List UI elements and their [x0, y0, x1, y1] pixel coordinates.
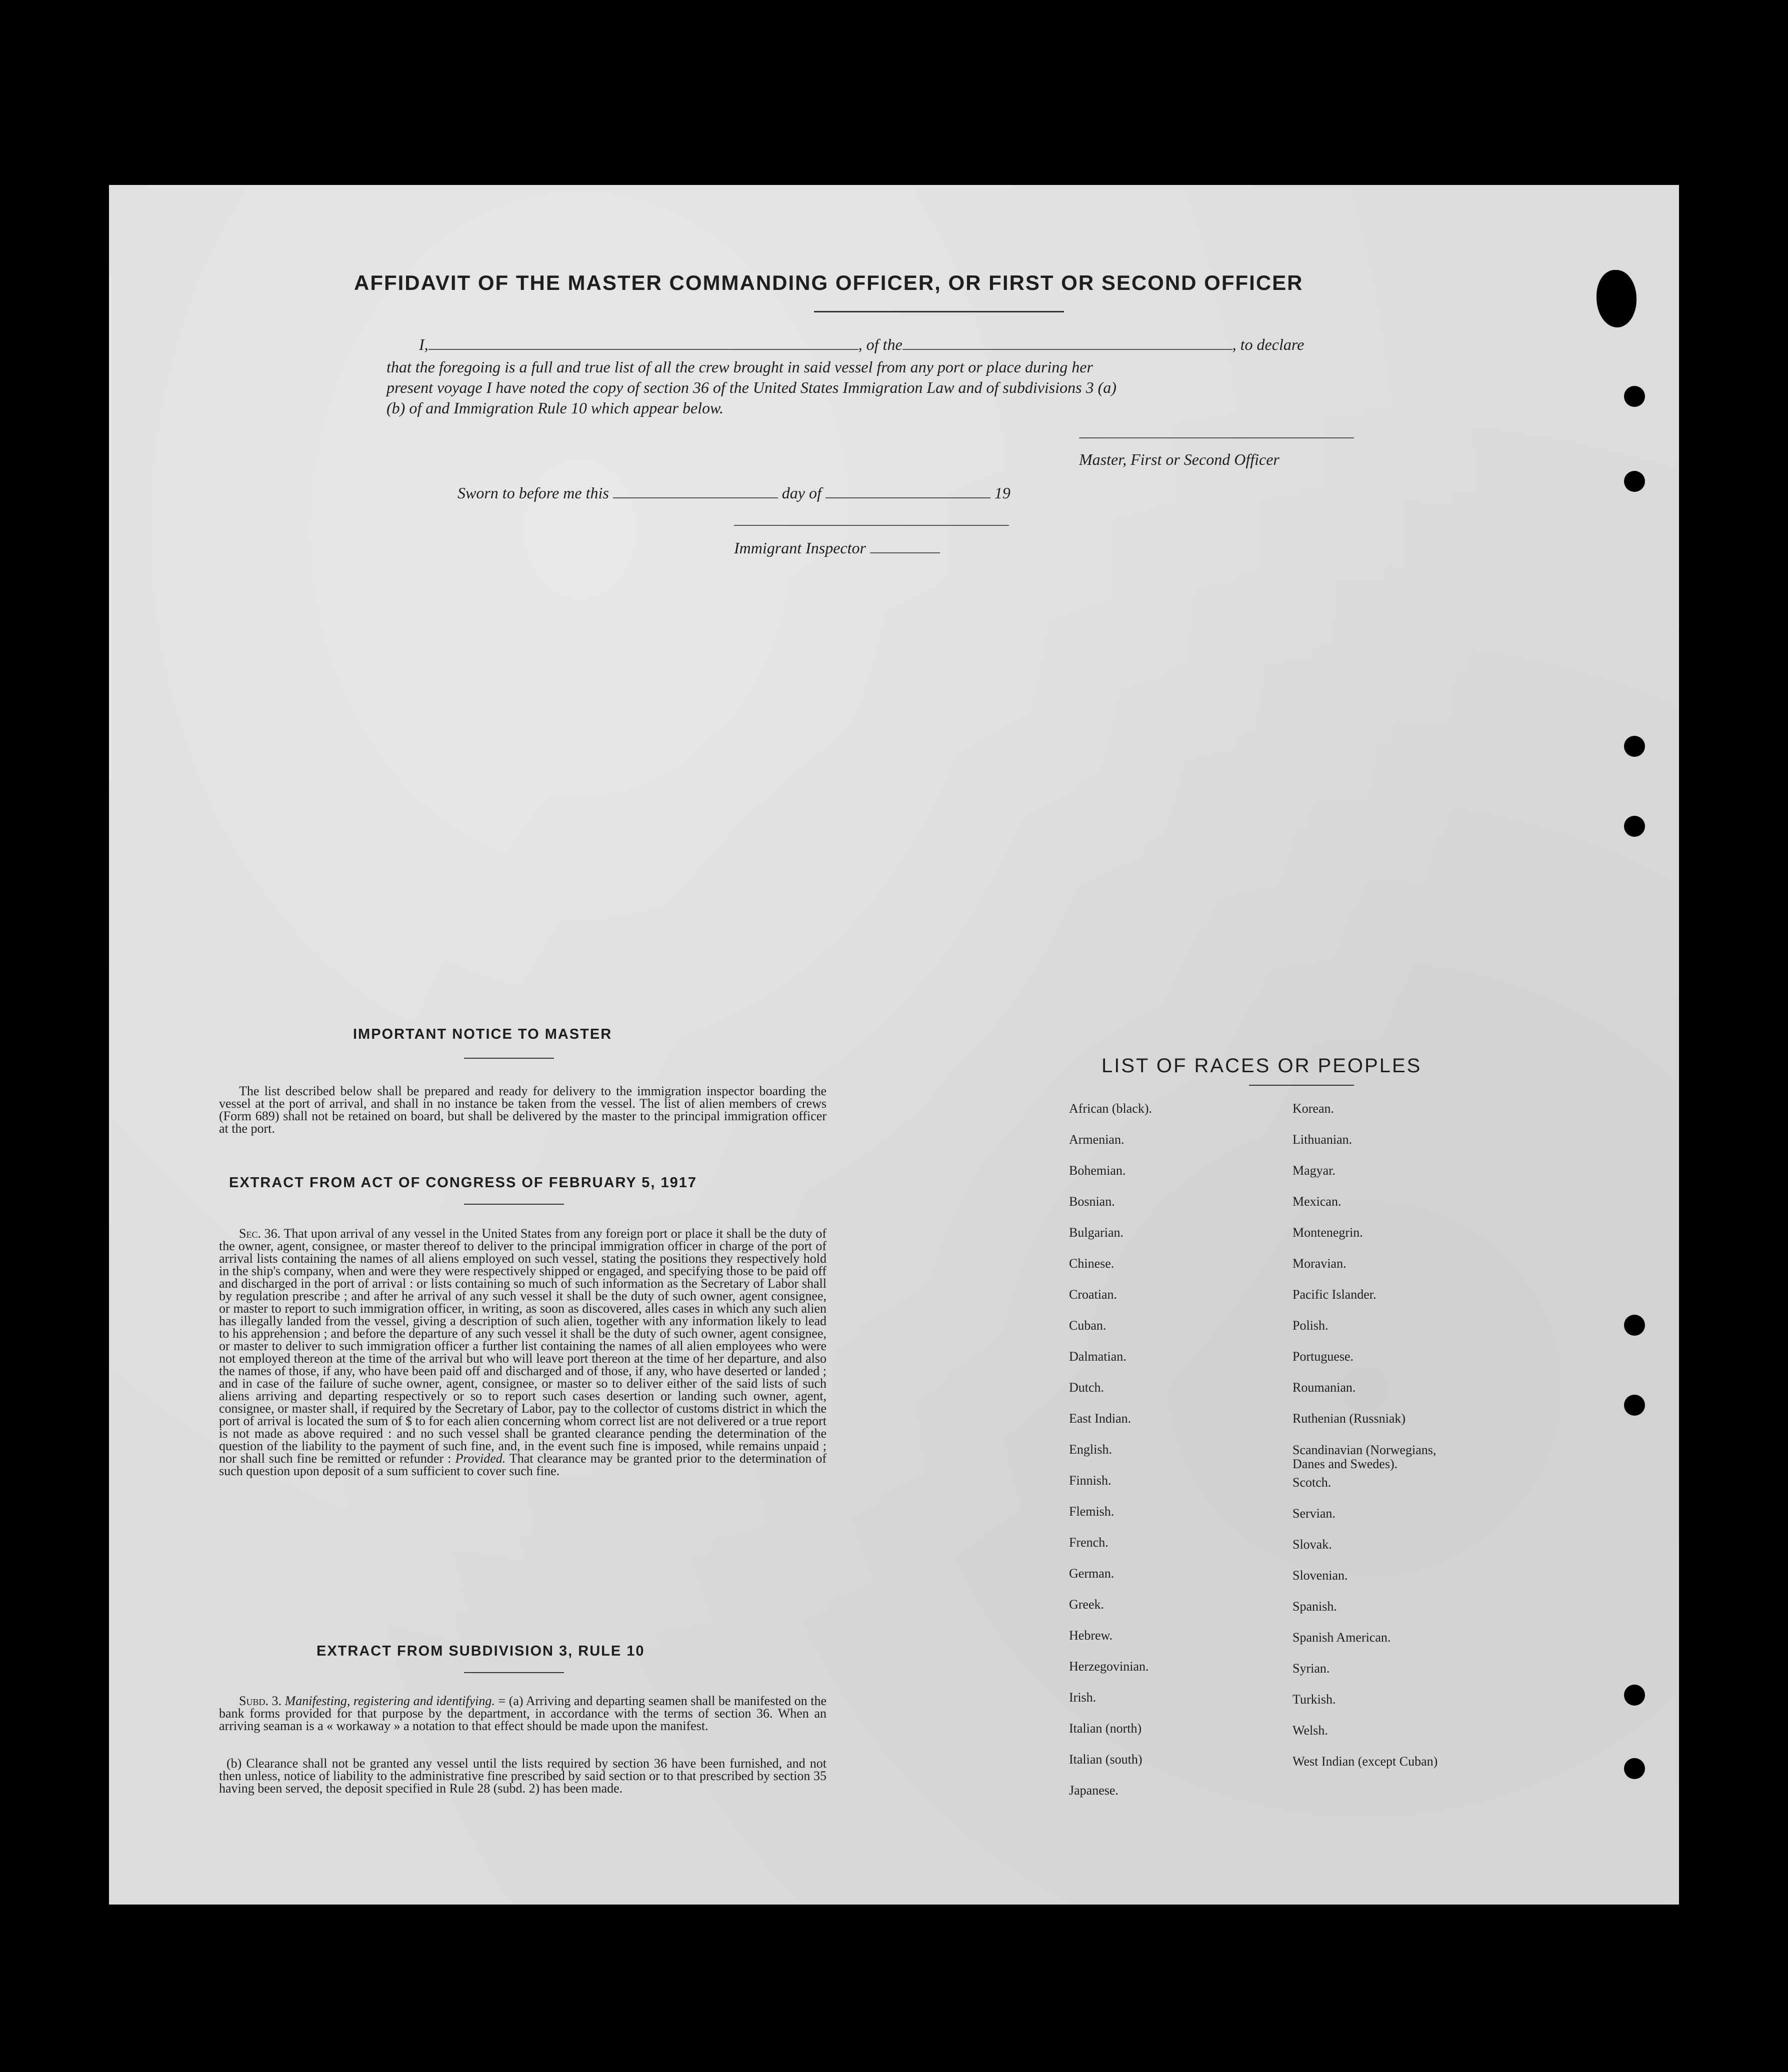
punch-hole	[1624, 1685, 1645, 1706]
month-blank	[826, 497, 990, 498]
sworn-day-blank	[613, 497, 778, 498]
races-title: LIST OF RACES OR PEOPLES	[1102, 1055, 1422, 1077]
notice-title: IMPORTANT NOTICE TO MASTER	[353, 1026, 612, 1042]
race-item: Turkish.	[1292, 1692, 1336, 1707]
race-item: Roumanian.	[1292, 1380, 1356, 1395]
sworn-label: Sworn to before me this	[458, 484, 609, 502]
rule-underline	[464, 1672, 564, 1673]
affidavit-line-3: present voyage I have noted the copy of section 36 of the United States Immigration Law and of subdivisions 3 (a)	[386, 378, 1116, 396]
act-provided: Provided.	[455, 1451, 506, 1466]
race-item: Slovak.	[1292, 1537, 1332, 1552]
race-item: West Indian (except Cuban)	[1292, 1754, 1438, 1769]
affidavit-line-1	[419, 335, 1469, 354]
race-item: Korean.	[1292, 1101, 1334, 1116]
race-item: Scandinavian (Norwegians, Danes and Swedes).	[1292, 1443, 1436, 1471]
day-of-label: day of	[782, 484, 822, 502]
race-item: Bulgarian.	[1069, 1225, 1124, 1240]
rule-text-a	[219, 1695, 826, 1732]
race-item: Moravian.	[1292, 1256, 1346, 1271]
act-text	[219, 1227, 826, 1477]
master-label: Master, First or Second Officer	[1079, 450, 1280, 468]
act-body: That upon arrival of any vessel in the United States from any foreign port or place it shall be the duty of the owner, agent, consignee, or master thereof to deliver to the principal immigration officer in charge of the port of arrival lists containing the names of all aliens employed on such vessel, stating the positions they respectively hold in the ship's company, when and were they were respectively shipped or engaged, and specifying those to be paid off and discharged in the port of arrival : or lists containing so much of such information as the Secretary of Labor shall by regulation prescribe ; and after he arrival of any such vessel it shall be the duty of such owner, agent consignee, or master to report to such immigration officer, in writing, as soon as discovered, alles cases in which any such alien has illegally landed from the vessel, giving a description of such alien, together with any information likely to lead to his apprehension ; and before the departure of any such vessel it shall be the duty of such owner, agent consignee, or master to deliver to such immigration officer a further list containing the names of all alien employees who were not employed thereon at the time of the arrival but who will leave port thereon at the time of her departure, and also the names of those, if any, who have been paid off and discharged and of those, if any, who have deserted or landed ; and in case of the failure of suche owner, agent, consignee, or master so to deliver either of the said lists of such aliens arriving and departing respectively or so to report such cases desertion or landing such owner, agent, consignee, or master shall, if required by the Secretary of Labor, pay to the collector of customs district in which the port of arrival is located the sum of $ to for each alien concerning whom correct list are not delivered or a true report is not made as above required : and no such vessel shall be granted clearance pending the determination of the question of the liability to the payment of such fine, and, in the event such fine is imposed, while remains unpaid ; nor shall such fine be remitted or refunder :	[219, 1226, 826, 1466]
rule-a-body: = (a) Arriving and departing seamen shall be manifested on the bank forms provided for that purpose by the department, in accordance with the terms of section 36. When an arriving seaman is a « workaway » a notation to that effect should be made upon the manifest.	[219, 1694, 827, 1733]
affidavit-title: AFFIDAVIT OF THE MASTER COMMANDING OFFICER, OR FIRST OR SECOND OFFICER	[354, 271, 1304, 294]
race-item: Greek.	[1069, 1597, 1104, 1612]
race-item: Ruthenian (Russniak)	[1292, 1411, 1406, 1426]
rule-title: EXTRACT FROM SUBDIVISION 3, RULE 10	[316, 1643, 645, 1659]
race-item: Scotch.	[1292, 1475, 1332, 1490]
race-item: Mexican.	[1292, 1194, 1342, 1209]
vessel-blank	[902, 349, 1232, 350]
race-item: Bohemian.	[1069, 1163, 1126, 1178]
master-signature-line	[1079, 437, 1354, 438]
punch-hole	[1624, 1758, 1645, 1779]
race-item: Herzegovinian.	[1069, 1659, 1149, 1674]
race-item: Japanese.	[1069, 1783, 1118, 1798]
title-underline	[814, 311, 1064, 312]
year-label: 19	[994, 484, 1010, 502]
race-item: African (black).	[1069, 1101, 1152, 1116]
punch-hole	[1624, 736, 1645, 757]
race-item: French.	[1069, 1535, 1108, 1550]
name-blank	[428, 349, 858, 350]
act-tail: That clearance may be granted prior to the determination of such question upon deposit of a sum sufficient to cover such fine.	[219, 1451, 827, 1478]
punch-hole	[1624, 1315, 1645, 1336]
inspector-label: Immigrant Inspector	[734, 539, 866, 557]
punch-hole	[1624, 1395, 1645, 1416]
race-item: Irish.	[1069, 1690, 1096, 1705]
race-item: Cuban.	[1069, 1318, 1106, 1333]
act-sec: Sec. 36.	[239, 1226, 281, 1241]
affidavit-i: I,	[419, 335, 428, 353]
race-item: Flemish.	[1069, 1504, 1114, 1519]
inspector-line	[734, 538, 1084, 557]
notice-text: The list described below shall be prepared and ready for delivery to the immigration inspector boarding the vessel at the port of arrival, and shall in no instance be taken from the vessel. The list of alien members of crews (Form 689) shall not be retained on board, but shall be delivered by the master to the principal immigration officer at the port.	[219, 1084, 826, 1136]
race-item: East Indian.	[1069, 1411, 1132, 1426]
rule-text-b: (b) Clearance shall not be granted any vessel until the lists required by section 36 have been furnished, and not then unless, notice of liability to the administrative fine prescribed by said section or to that prescribed by section 35 having been served, the deposit specified in Rule 28 (subd. 2) has been made.	[219, 1756, 826, 1796]
race-item: Italian (north)	[1069, 1721, 1142, 1736]
affidavit-declare: , to declare	[1232, 335, 1304, 353]
punch-hole	[1624, 816, 1645, 837]
rule-subd: Subd. 3.	[239, 1694, 282, 1708]
race-item: Hebrew.	[1069, 1628, 1113, 1643]
race-item: Syrian.	[1292, 1661, 1330, 1676]
punch-hole	[1624, 471, 1645, 492]
race-item: Portuguese.	[1292, 1349, 1354, 1364]
inspector-signature-line	[734, 525, 1009, 526]
race-item: German.	[1069, 1566, 1114, 1581]
race-item: Dalmatian.	[1069, 1349, 1126, 1364]
sworn-line	[458, 483, 1108, 502]
race-item: Slovenian.	[1292, 1568, 1348, 1583]
race-item: English.	[1069, 1442, 1112, 1457]
race-item: Montenegrin.	[1292, 1225, 1363, 1240]
punch-hole	[1624, 386, 1645, 407]
race-item: Pacific Islander.	[1292, 1287, 1376, 1302]
race-item: Croatian.	[1069, 1287, 1118, 1302]
race-item: Spanish American.	[1292, 1630, 1391, 1645]
race-item: Spanish.	[1292, 1599, 1337, 1614]
act-title: EXTRACT FROM ACT OF CONGRESS OF FEBRUARY 5, 1917	[229, 1175, 698, 1191]
rule-subd-title: Manifesting, registering and identifying.	[284, 1694, 495, 1708]
race-item: Welsh.	[1292, 1723, 1328, 1738]
race-item: Armenian.	[1069, 1132, 1124, 1147]
affidavit-line-2: that the foregoing is a full and true list of all the crew brought in said vessel from any port or place during her	[386, 358, 1093, 376]
inspector-blank	[870, 552, 940, 553]
race-item: Italian (south)	[1069, 1752, 1142, 1767]
race-item: Bosnian.	[1069, 1194, 1115, 1209]
race-item: Polish.	[1292, 1318, 1328, 1333]
race-item: Magyar.	[1292, 1163, 1336, 1178]
races-underline	[1249, 1085, 1354, 1086]
race-item: Chinese.	[1069, 1256, 1114, 1271]
race-item: Servian.	[1292, 1506, 1336, 1521]
act-underline	[464, 1204, 564, 1205]
affidavit-line-4: (b) of and Immigration Rule 10 which appear below.	[386, 399, 724, 417]
affidavit-of-the: , of the	[858, 335, 902, 353]
document-page	[109, 185, 1679, 1905]
notice-underline	[464, 1058, 554, 1059]
ink-blot	[1596, 270, 1636, 327]
race-item: Dutch.	[1069, 1380, 1104, 1395]
race-item: Finnish.	[1069, 1473, 1112, 1488]
race-item: Lithuanian.	[1292, 1132, 1352, 1147]
